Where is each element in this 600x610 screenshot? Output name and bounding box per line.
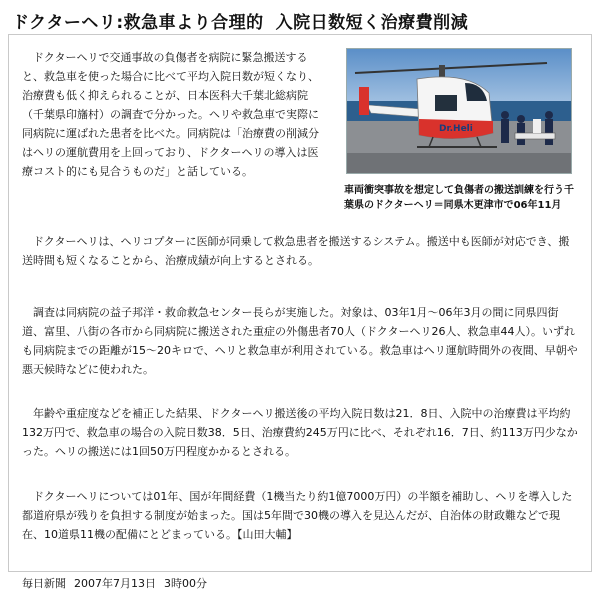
headline-main: ドクターヘリ:救急車より合理的 [12,13,264,33]
source-name: 毎日新聞 [22,577,66,590]
headline-sub: 入院日数短く治療費削減 [275,13,469,33]
article-paragraph-1: ドクターヘリで交通事故の負傷者を病院に緊急搬送すると、救急車を使った場合に比べて平均入院日数が短くなり、治療費も低く抑えられることが、日本医科大千葉北総病院（千葉県印旛村）の調査で分かった。ヘリや救急車で実際に同病院に運ばれた患者を比べた。同病院は「治療費の削減分はヘリの運航費用を上回っており、ドクターヘリの導入は医療コスト的にも見合うものだ」と話している。 [22,51,319,178]
heli-label: Dr.Heli [439,124,473,134]
publish-time: 3時00分 [164,577,207,590]
publish-date: 2007年7月13日 [74,577,156,590]
dateline [22,575,207,591]
article-paragraph-4: 年齢や重症度などを補正した結果、ドクターヘリ搬送後の平均入院日数は21．8日、入院中の治療費は平均約132万円で、救急車の場合の入院日数38．5日、治療費約245万円に比べ、それぞれ16．7日、約113万円少なかった。ヘリの搬送には1回50万円程度かかるとされる。 [22,407,578,458]
article-paragraph-2: ドクターヘリは、ヘリコプターに医師が同乗して救急患者を搬送するシステム。搬送中も医師が対応でき、搬送時間も短くなることから、治療成績が向上するとされる。 [22,235,570,267]
article-paragraph-3: 調査は同病院の益子邦洋・救命救急センター長らが実施した。対象は、03年1月～06年3月の間に同県四街道、富里、八街の各市から同病院に搬送された重症の外傷患者70人（ドクターヘリ26人、救急車44人）。いずれも同病院までの距離が15～20キロで、ヘリと救急車が利用されている。救急車はヘリ運航時間外の夜間、早朝や悪天候時などに使われた。 [22,306,578,376]
photo-caption: 車両衝突事故を想定して負傷者の搬送訓練を行う千葉県のドクターヘリ＝同県木更津市で06年11月 [344,185,574,211]
helicopter-photo-illustration [347,49,572,174]
headline [12,8,468,33]
article-paragraph-5: ドクターヘリについては01年、国が年間経費（1機当たり約1億7000万円）の半額を補助し、ヘリを導入した都道府県が残りを負担する制度が始まった。国は5年間で30機の導入を見込んだが、自治体の財政難などで現在、10道県11機の配備にとどまっている。【山田大輔】 [22,490,573,541]
news-photo [346,48,572,174]
